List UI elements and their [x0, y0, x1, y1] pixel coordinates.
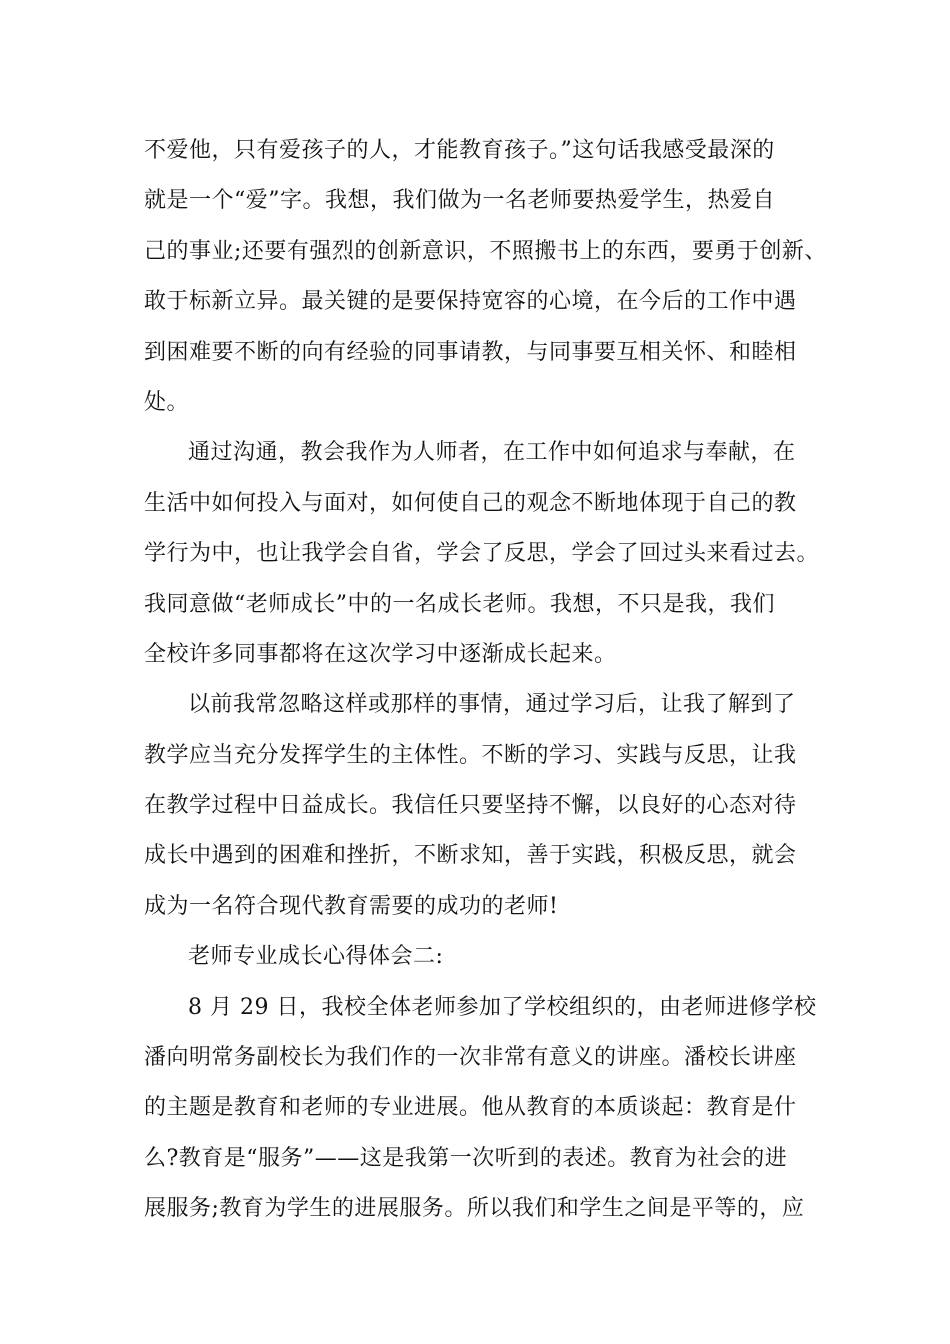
text-line: 在教学过程中日益成长。我信任只要坚持不懈，以良好的心态对待: [144, 793, 797, 819]
text-line: 展服务;教育为学生的进展服务。所以我们和学生之间是平等的，应: [144, 1196, 805, 1222]
text-line: 我同意做“老师成长”中的一名成长老师。我想，不只是我，我们: [144, 591, 775, 617]
text-line: 成为一名符合现代教育需要的成功的老师!: [144, 893, 559, 919]
text-line: 的主题是教育和老师的专业进展。他从教育的本质谈起：教育是什: [144, 1095, 797, 1121]
text-line: 就是一个“爱”字。我想，我们做为一名老师要热爱学生，热爱自: [144, 188, 775, 214]
text-line: 全校许多同事都将在这次学习中逐渐成长起来。: [144, 641, 617, 667]
paragraph-start-line: 8 月 29 日，我校全体老师参加了学校组织的，由老师进修学校: [188, 994, 817, 1020]
text-line: 到困难要不断的向有经验的同事请教，与同事要互相关怀、和睦相: [144, 339, 797, 365]
text-line: 么?教育是“服务”——这是我第一次听到的表述。教育为社会的进: [144, 1145, 788, 1171]
text-line: 教学应当充分发挥学生的主体性。不断的学习、实践与反思，让我: [144, 742, 797, 768]
text-line: 学行为中，也让我学会自省，学会了反思，学会了回过头来看过去。: [144, 541, 820, 567]
document-body: [144, 132, 827, 1241]
text-line: 生活中如何投入与面对，如何使自己的观念不断地体现于自己的教: [144, 490, 797, 516]
text-line: 不爱他，只有爱孩子的人，才能教育孩子。”这句话我感受最深的: [144, 138, 775, 163]
text-line: 成长中遇到的困难和挫折，不断求知，善于实践，积极反思，就会: [144, 843, 797, 869]
text-line: 敢于标新立异。最关键的是要保持宽容的心境，在今后的工作中遇: [144, 289, 797, 315]
paragraph-start-line: 通过沟通，教会我作为人师者，在工作中如何追求与奉献，在: [188, 440, 796, 466]
paragraph-start-line: 以前我常忽略这样或那样的事情，通过学习后，让我了解到了: [188, 692, 796, 718]
text-line: 潘向明常务副校长为我们作的一次非常有意义的讲座。潘校长讲座: [144, 1045, 797, 1071]
text-line: 处。: [144, 389, 190, 415]
section-heading: 老师专业成长心得体会二:: [188, 944, 444, 970]
text-line: 己的事业;还要有强烈的创新意识，不照搬书上的东西，要勇于创新、: [144, 238, 827, 264]
